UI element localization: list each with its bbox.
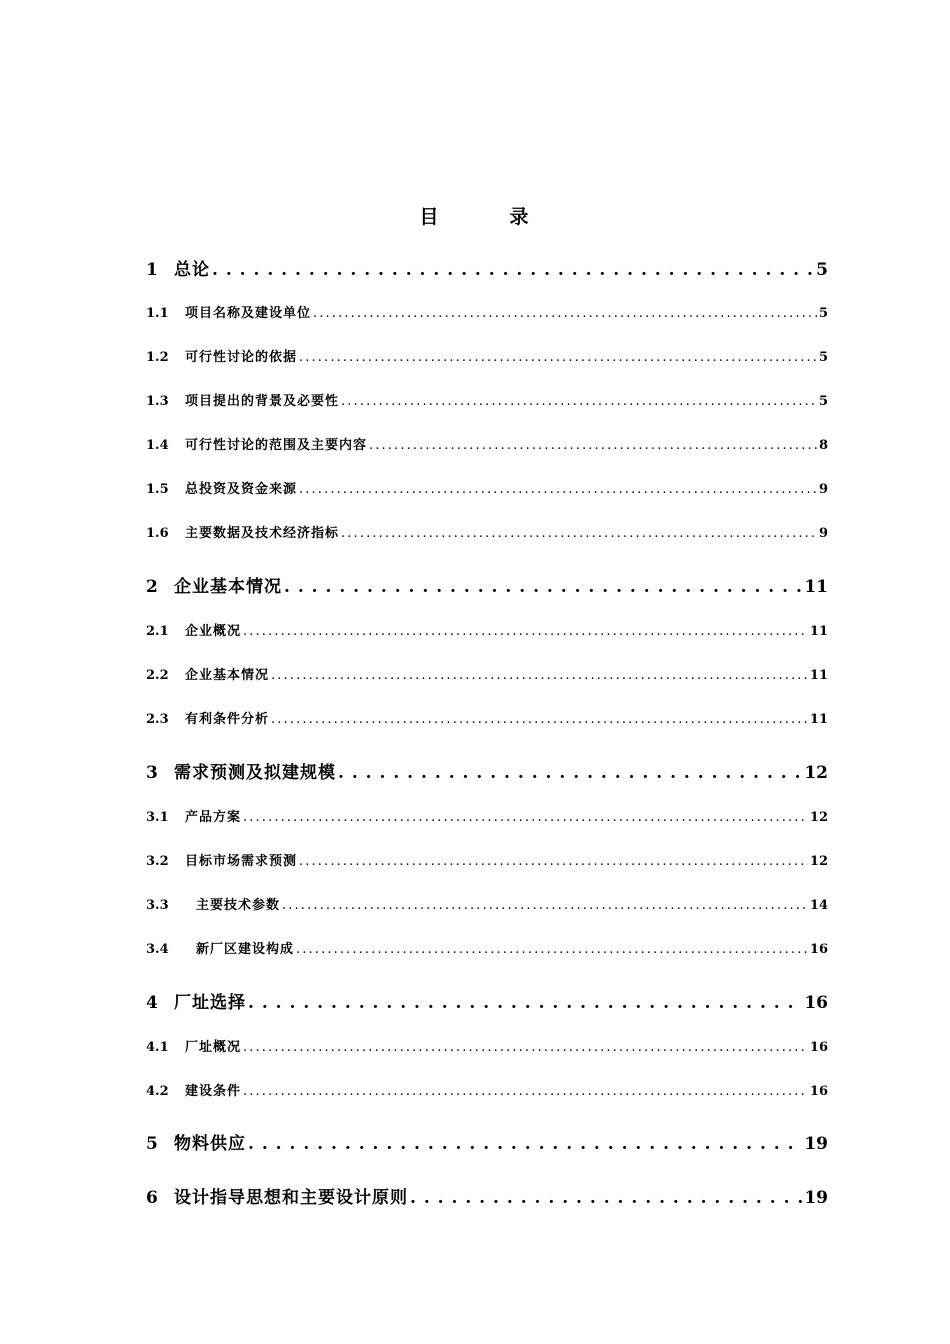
toc-entry-2-3[interactable] <box>146 710 828 730</box>
toc-entry-number: 3.1 <box>146 810 169 825</box>
toc-entry-3-1[interactable] <box>146 808 828 828</box>
toc-entry-number: 1.3 <box>146 394 169 409</box>
toc-entry-text: 有利条件分析 <box>185 712 270 727</box>
toc-leader-dots <box>341 524 817 544</box>
toc-leader-dots <box>282 896 808 916</box>
toc-entry-number: 1.1 <box>146 306 169 321</box>
toc-leader-dots <box>243 808 808 828</box>
toc-leader-dots <box>243 1038 808 1058</box>
toc-entry-page: 8 <box>818 438 828 453</box>
toc-title: 目 录 <box>419 206 555 228</box>
toc-leader-dots <box>284 575 802 599</box>
toc-entry-text: 总论 <box>174 260 210 280</box>
toc-entry-page: 11 <box>809 712 828 727</box>
toc-entry-3-4[interactable] <box>146 940 828 960</box>
toc-entry-number: 2.2 <box>146 668 169 683</box>
toc-entry-1-2[interactable] <box>146 348 828 368</box>
toc-entry-text: 主要数据及技术经济指标 <box>185 526 340 541</box>
toc-entry-6[interactable] <box>146 1186 828 1210</box>
toc-entry-2-1[interactable] <box>146 622 828 642</box>
toc-leader-dots <box>248 991 802 1015</box>
toc-entry-page: 16 <box>809 942 828 957</box>
toc-entry-page: 5 <box>818 306 828 321</box>
toc-entry-text: 项目提出的背景及必要性 <box>185 394 340 409</box>
toc-entry-text: 项目名称及建设单位 <box>185 306 312 321</box>
toc-leader-dots <box>212 258 814 282</box>
toc-entry-page: 12 <box>809 854 828 869</box>
toc-entry-page: 11 <box>804 577 828 597</box>
toc-entry-page: 11 <box>809 668 828 683</box>
toc-entry-number: 2 <box>146 577 158 597</box>
toc-entry-page: 16 <box>809 1040 828 1055</box>
toc-entry-number: 6 <box>146 1188 158 1208</box>
toc-entry-number: 4.1 <box>146 1040 169 1055</box>
toc-entry-1-4[interactable] <box>146 436 828 456</box>
toc-entry-number: 1.2 <box>146 350 169 365</box>
toc-entry-number: 4 <box>146 993 158 1013</box>
toc-leader-dots <box>243 1082 808 1102</box>
toc-entry-text: 物料供应 <box>174 1134 246 1154</box>
toc-leader-dots <box>410 1186 802 1210</box>
toc-entry-text: 总投资及资金来源 <box>185 482 298 497</box>
toc-entry-text: 主要技术参数 <box>196 898 281 913</box>
toc-entry-number: 3 <box>146 763 158 783</box>
toc-leader-dots <box>271 666 808 686</box>
toc-entry-3-3[interactable] <box>146 896 828 916</box>
toc-entry-number: 1.5 <box>146 482 169 497</box>
toc-entry-1-6[interactable] <box>146 524 828 544</box>
toc-entry-page: 19 <box>804 1134 828 1154</box>
toc-entry-text: 企业基本情况 <box>185 668 270 683</box>
toc-entry-page: 5 <box>818 394 828 409</box>
toc-entry-4[interactable] <box>146 991 828 1015</box>
toc-entry-page: 16 <box>804 993 828 1013</box>
toc-entry-page: 5 <box>818 350 828 365</box>
toc-leader-dots <box>338 761 802 785</box>
toc-leader-dots <box>299 480 817 500</box>
toc-entry-number: 2.3 <box>146 712 169 727</box>
toc-entry-3-2[interactable] <box>146 852 828 872</box>
toc-entry-number: 3.4 <box>146 942 169 957</box>
toc-entry-page: 12 <box>809 810 828 825</box>
toc-leader-dots <box>299 852 808 872</box>
toc-entry-4-2[interactable] <box>146 1082 828 1102</box>
toc-entry-text: 可行性讨论的范围及主要内容 <box>185 438 368 453</box>
toc-entry-4-1[interactable] <box>146 1038 828 1058</box>
toc-entry-number: 3.3 <box>146 898 169 913</box>
toc-entry-3[interactable] <box>146 761 828 785</box>
toc-entry-page: 14 <box>809 898 828 913</box>
toc-leader-dots <box>313 304 817 324</box>
toc-entry-text: 产品方案 <box>185 810 242 825</box>
toc-entry-text: 需求预测及拟建规模 <box>174 763 336 783</box>
toc-entry-1[interactable] <box>146 258 828 282</box>
toc-entry-page: 16 <box>809 1084 828 1099</box>
toc-entry-page: 9 <box>818 482 828 497</box>
toc-entry-number: 1.6 <box>146 526 169 541</box>
toc-entry-1-1[interactable] <box>146 304 828 324</box>
toc-entry-text: 可行性讨论的依据 <box>185 350 298 365</box>
toc-leader-dots <box>299 348 817 368</box>
toc-entry-number: 3.2 <box>146 854 169 869</box>
toc-entry-text: 厂址概况 <box>185 1040 242 1055</box>
toc-entry-number: 1 <box>146 260 158 280</box>
toc-entry-page: 12 <box>804 763 828 783</box>
toc-leader-dots <box>341 392 817 412</box>
toc-entry-number: 5 <box>146 1134 158 1154</box>
toc-leader-dots <box>248 1132 802 1156</box>
toc-entry-text: 目标市场需求预测 <box>185 854 298 869</box>
toc-entry-text: 建设条件 <box>185 1084 242 1099</box>
toc-entry-page: 5 <box>816 260 828 280</box>
toc-leader-dots <box>243 622 808 642</box>
toc-entry-5[interactable] <box>146 1132 828 1156</box>
toc-entry-page: 11 <box>809 624 828 639</box>
toc-entry-text: 设计指导思想和主要设计原则 <box>174 1188 408 1208</box>
toc-entry-number: 1.4 <box>146 438 169 453</box>
toc-entry-1-5[interactable] <box>146 480 828 500</box>
toc-entry-page: 19 <box>804 1188 828 1208</box>
toc-entry-text: 厂址选择 <box>174 993 246 1013</box>
toc-entry-text: 企业概况 <box>185 624 242 639</box>
toc-entry-number: 4.2 <box>146 1084 169 1099</box>
toc-entry-1-3[interactable] <box>146 392 828 412</box>
toc-leader-dots <box>271 710 808 730</box>
toc-leader-dots <box>296 940 808 960</box>
toc-entry-text: 企业基本情况 <box>174 577 282 597</box>
toc-entry-2[interactable] <box>146 575 828 599</box>
toc-entry-number: 2.1 <box>146 624 169 639</box>
toc-leader-dots <box>369 436 817 456</box>
toc-entry-page: 9 <box>818 526 828 541</box>
toc-entry-text: 新厂区建设构成 <box>196 942 295 957</box>
toc-entry-2-2[interactable] <box>146 666 828 686</box>
